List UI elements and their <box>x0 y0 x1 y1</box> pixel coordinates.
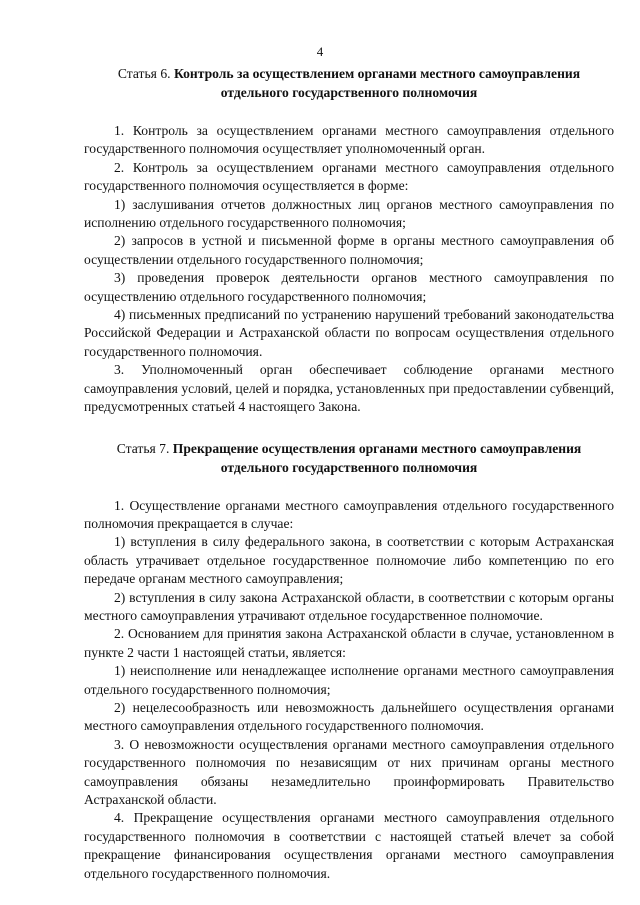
document-body <box>84 64 614 883</box>
article-6-title-line2: отдельного государственного полномочия <box>220 85 478 100</box>
article-7-heading <box>84 439 614 477</box>
article-6-label: Статья 6. <box>117 66 171 81</box>
article-7-paragraph: 2) вступления в силу закона Астраханской области, в соответствии с которым органы местного самоуправления утрачивают отдельное государственное полномочие. <box>84 589 614 623</box>
article-6-paragraph: 3) проведения проверок деятельности органов местного самоуправления по осуществлению отдельного государственного полномочия; <box>84 270 614 304</box>
article-7-paragraph: 1. Осуществление органами местного самоуправления отдельного государственного полномочия прекращается в случае: <box>84 497 614 531</box>
article-7-paragraph: 1) вступления в силу федерального закона, в соответствии с которым Астраханская область утрачивает отдельное государственное полномочие либо компетенцию по его передаче органам местного самоуправления; <box>84 534 614 587</box>
article-6-paragraph: 1. Контроль за осуществлением органами местного самоуправления отдельного государственного полномочия осуществляет уполномоченный орган. <box>84 123 614 157</box>
article-6-paragraph: 2. Контроль за осуществлением органами местного самоуправления отдельного государственного полномочия осуществляется в форме: <box>84 159 614 194</box>
article-7-paragraph: 3. О невозможности осуществления органами местного самоуправления отдельного государственного полномочия по независящим от них причинам органы местного самоуправления обязаны незамедлительно проинформировать Правительство Астраханской области. <box>84 736 614 807</box>
article-7-paragraph: 2. Основанием для принятия закона Астраханской области в случае, установленном в пункте 2 части 1 настоящей статьи, является: <box>84 626 614 660</box>
article-7-label: Статья 7. <box>116 440 170 456</box>
article-6-paragraph: 1) заслушивания отчетов должностных лиц органов местного самоуправления по исполнению отдельного государственного полномочия; <box>84 196 614 231</box>
article-7-body <box>84 497 614 884</box>
article-6-body <box>84 122 614 417</box>
article-6-paragraph: 4) письменных предписаний по устранению нарушений требований законодательства Российской Федерации и Астраханской области по вопросам осуществления отдельного государственного полномочия. <box>84 307 614 359</box>
article-6-title-line1: Контроль за осуществлением органами местного самоуправления <box>173 66 581 81</box>
article-7-title-line2: отдельного государственного полномочия <box>220 459 478 475</box>
article-6-heading <box>84 64 614 102</box>
article-6-paragraph: 3. Уполномоченный орган обеспечивает соблюдение органами местного самоуправления условий, целей и порядка, установленных при предоставлении субвенций, предусмотренных статьей 4 настоящего Закона. <box>84 362 614 415</box>
article-7-paragraph: 2) нецелесообразность или невозможность дальнейшего осуществления органами местного самоуправления отдельного государственного полномочия. <box>84 699 614 734</box>
article-7-paragraph: 1) неисполнение или ненадлежащее исполнение органами местного самоуправления отдельного государственного полномочия; <box>84 663 614 697</box>
article-7-title-line1: Прекращение осуществления органами местного самоуправления <box>172 440 582 456</box>
article-6-paragraph: 2) запросов в устной и письменной форме в органы местного самоуправления об осуществлении отдельного государственного полномочия; <box>84 233 614 267</box>
page-number: 4 <box>316 44 324 59</box>
article-7-paragraph: 4. Прекращение осуществления органами местного самоуправления отдельного государственного полномочия в соответствии с настоящей статьей влечет за собой прекращение финансирования осуществления органами местного самоуправления отдельного государственного полномочия. <box>84 810 614 881</box>
